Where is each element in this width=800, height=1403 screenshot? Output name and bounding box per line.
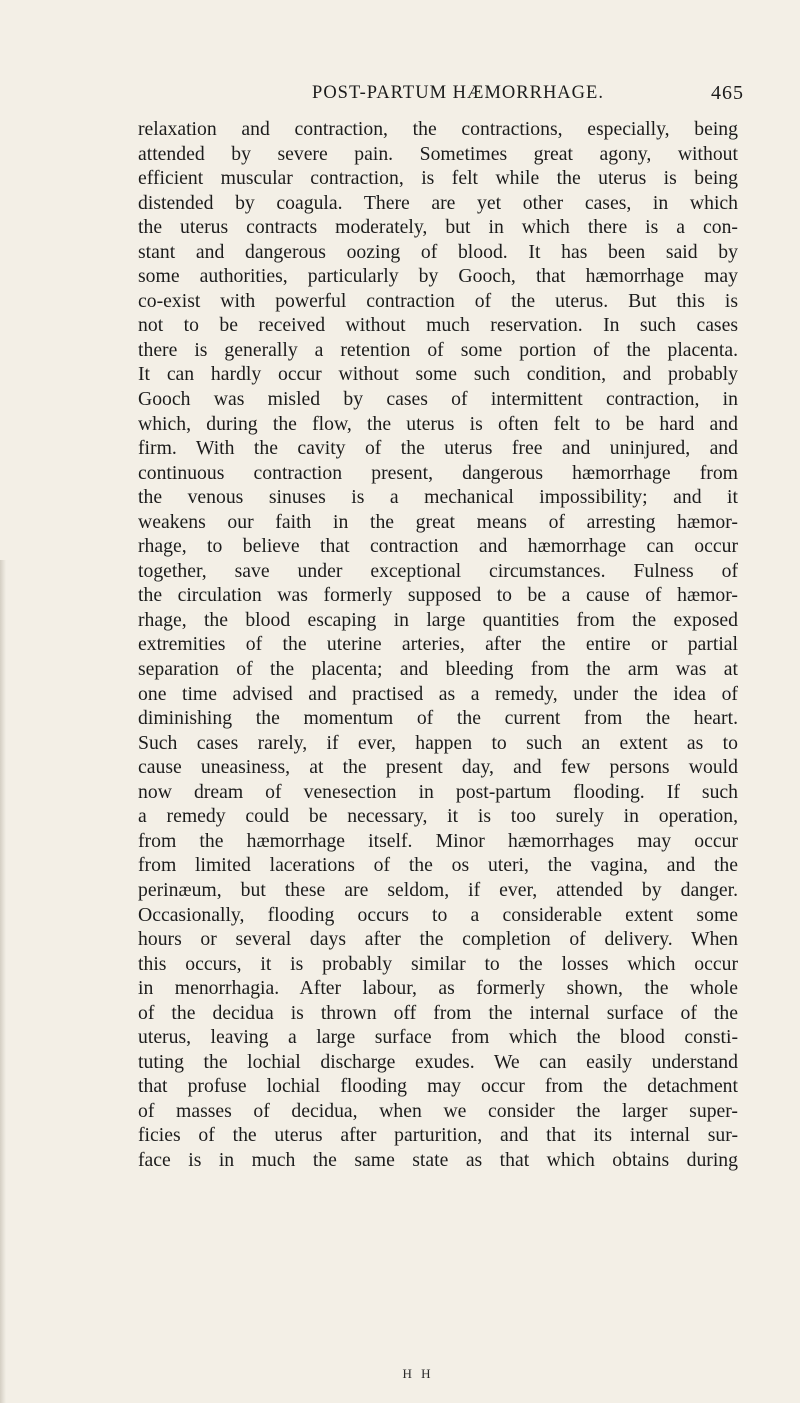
text-line: distended by coagula. There are yet other cases, in which bbox=[138, 191, 738, 214]
text-line: relaxation and contraction, the contractions, especially, being bbox=[138, 118, 738, 140]
text-line: uterus, leaving a large surface from which the blood consti- bbox=[138, 1026, 738, 1049]
text-line: that profuse lochial flooding may occur from the detachment bbox=[138, 1075, 738, 1098]
text-line: tuting the lochial discharge exudes. We can easily understand bbox=[138, 1050, 738, 1073]
text-line: hours or several days after the completion of delivery. When bbox=[138, 928, 738, 951]
text-line: from the hæmorrhage itself. Minor hæmorrhages may occur bbox=[138, 829, 738, 852]
text-line: cause uneasiness, at the present day, and few persons would bbox=[138, 756, 738, 779]
text-line: the circulation was formerly supposed to be a cause of hæmor- bbox=[138, 584, 738, 607]
text-line: one time advised and practised as a remedy, under the idea of bbox=[138, 682, 738, 705]
text-line: efficient muscular contraction, is felt while the uterus is being bbox=[138, 167, 738, 190]
text-line: in menorrhagia. After labour, as formerly shown, the whole bbox=[138, 977, 738, 1000]
text-line: attended by severe pain. Sometimes great agony, without bbox=[138, 142, 738, 165]
page-edge-shadow bbox=[0, 560, 6, 1403]
text-line: the uterus contracts moderately, but in which there is a con- bbox=[138, 216, 738, 239]
text-line: rhage, the blood escaping in large quantities from the exposed bbox=[138, 608, 738, 631]
text-line: diminishing the momentum of the current from the heart. bbox=[138, 707, 738, 730]
text-line: which, during the flow, the uterus is often felt to be hard and bbox=[138, 412, 738, 435]
text-line: this occurs, it is probably similar to the losses which occur bbox=[138, 952, 738, 975]
text-line: the venous sinuses is a mechanical impossibility; and it bbox=[138, 486, 738, 509]
text-line: Such cases rarely, if ever, happen to such an extent as to bbox=[138, 731, 738, 754]
text-line: from limited lacerations of the os uteri, the vagina, and the bbox=[138, 854, 738, 877]
text-line: perinæum, but these are seldom, if ever, attended by danger. bbox=[138, 878, 738, 901]
text-line: separation of the placenta; and bleeding from the arm was at bbox=[138, 658, 738, 681]
text-line: It can hardly occur without some such condition, and probably bbox=[138, 363, 738, 386]
text-line: continuous contraction present, dangerous hæmorrhage from bbox=[138, 461, 738, 484]
running-title: POST-PARTUM HÆMORRHAGE. bbox=[312, 83, 604, 103]
text-line: together, save under exceptional circumstances. Fulness of bbox=[138, 559, 738, 582]
text-line: face is in much the same state as that which obtains during bbox=[138, 1148, 738, 1171]
text-line: co-exist with powerful contraction of the uterus. But this is bbox=[138, 289, 738, 312]
text-line: firm. With the cavity of the uterus free and uninjured, and bbox=[138, 437, 738, 460]
text-line: of masses of decidua, when we consider the larger super- bbox=[138, 1099, 738, 1122]
text-line: extremities of the uterine arteries, after the entire or partial bbox=[138, 633, 738, 656]
text-line: of the decidua is thrown off from the internal surface of the bbox=[138, 1001, 738, 1024]
signature-mark: H H bbox=[402, 1366, 434, 1381]
body-paragraph bbox=[138, 117, 738, 1173]
text-line: ficies of the uterus after parturition, and that its internal sur- bbox=[138, 1124, 738, 1147]
text-line: some authorities, particularly by Gooch, that hæmorrhage may bbox=[138, 265, 738, 288]
page-number: 465 bbox=[711, 82, 744, 104]
text-line: rhage, to believe that contraction and hæmorrhage can occur bbox=[138, 535, 738, 558]
text-line: stant and dangerous oozing of blood. It has been said by bbox=[138, 240, 738, 263]
text-line: a remedy could be necessary, it is too surely in operation, bbox=[138, 805, 738, 828]
running-head bbox=[138, 82, 744, 113]
text-line: now dream of venesection in post-partum flooding. If such bbox=[138, 780, 738, 803]
text-line: weakens our faith in the great means of arresting hæmor- bbox=[138, 510, 738, 533]
text-line: not to be received without much reservation. In such cases bbox=[138, 314, 738, 337]
text-line: Occasionally, flooding occurs to a considerable extent some bbox=[138, 903, 738, 926]
text-line: there is generally a retention of some portion of the placenta. bbox=[138, 338, 738, 361]
text-line: Gooch was misled by cases of intermittent contraction, in bbox=[138, 388, 738, 411]
